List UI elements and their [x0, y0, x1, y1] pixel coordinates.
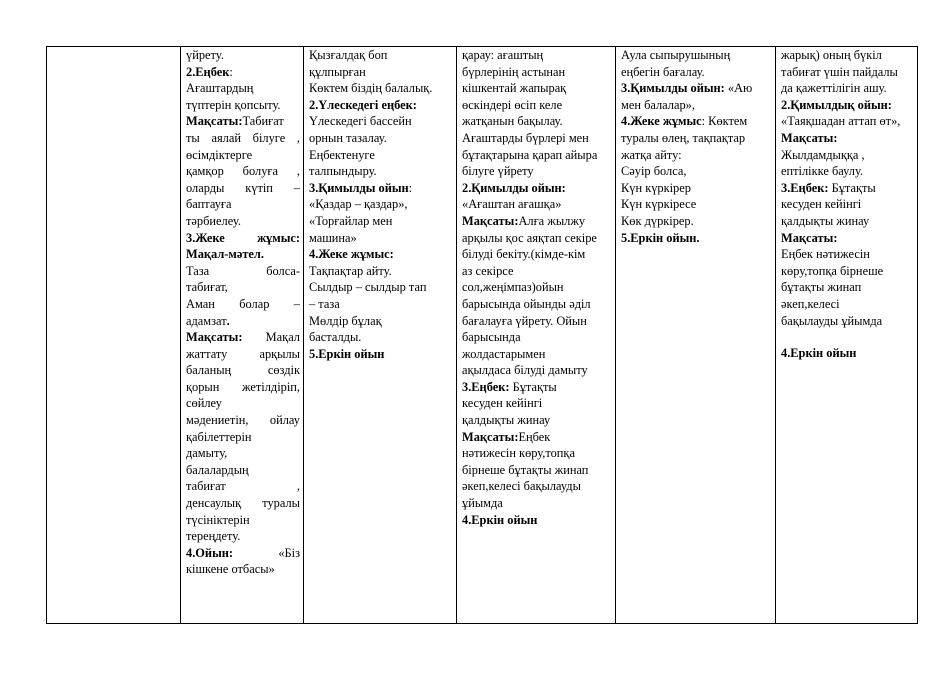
bold-text: Мақсаты:	[781, 230, 838, 245]
text: нәтижесін көру,топқа	[462, 446, 575, 461]
text-line	[186, 147, 300, 164]
table-cell-col4	[616, 47, 776, 624]
text-line	[462, 445, 612, 462]
text-line	[186, 64, 300, 81]
bold-text: 5.Еркін ойын	[309, 346, 385, 361]
text-line	[781, 246, 914, 263]
text-line	[309, 279, 453, 296]
text-line	[462, 362, 612, 379]
text-line	[462, 495, 612, 512]
text: бақылауды ұйымда	[781, 313, 883, 328]
text: Жылдамдыққа ,	[781, 147, 865, 162]
text-line	[186, 495, 300, 512]
text-line	[462, 213, 612, 230]
text: әкеп,келесі	[781, 296, 840, 311]
text-line	[309, 313, 453, 330]
text-suffix: «Аю	[724, 81, 753, 96]
text-line	[186, 246, 300, 263]
text: адамзат	[186, 313, 227, 328]
text: жатқа айту:	[621, 147, 682, 162]
text-line	[186, 478, 300, 495]
text-line	[309, 213, 453, 230]
text-suffix: :	[229, 64, 233, 79]
text: мәдениетін, ойлау	[186, 413, 300, 428]
bold-text: 4.Жеке жұмыс	[621, 114, 702, 129]
text-line	[781, 130, 914, 147]
text: түсініктерін	[186, 512, 250, 527]
text-suffix: : Көктем	[701, 114, 748, 129]
text-suffix: Еңбек	[518, 429, 551, 444]
lesson-plan-table	[46, 46, 918, 624]
text: Тақпақтар айту.	[309, 263, 392, 278]
text-line	[186, 429, 300, 446]
bold-text: 5.Еркін ойын.	[621, 230, 700, 245]
table-row	[47, 47, 918, 624]
text: дамыту,	[186, 446, 228, 461]
text: талпындыру.	[309, 164, 377, 179]
bold-text: Мақсаты:	[781, 130, 838, 145]
text-line	[781, 97, 914, 114]
text: да қажеттілігін ашу.	[781, 81, 887, 96]
text-line	[781, 329, 914, 345]
text-line	[309, 329, 453, 346]
text: денсаулық туралы	[186, 496, 300, 511]
text: табиғат үшін пайдалы	[781, 64, 898, 79]
text: кішкене отбасы»	[186, 562, 275, 577]
text-suffix: Алға жылжу	[518, 213, 586, 228]
text: «Қаздар – қаздар»,	[309, 197, 408, 212]
table-cell-col1	[181, 47, 304, 624]
text: «Торғайлар мен	[309, 213, 393, 228]
text: орнын тазалау.	[309, 130, 387, 145]
text-line	[309, 80, 453, 97]
text: сол,жеңімпаз)ойын	[462, 280, 564, 295]
text: бұтақтарына қарап айыра	[462, 147, 598, 162]
bold-text: 4.Еркін ойын	[462, 512, 538, 527]
text-line	[186, 47, 300, 64]
text-line	[186, 163, 300, 180]
text-suffix: :	[408, 180, 413, 195]
text: кесуден кейінгі	[462, 396, 543, 411]
text-line	[781, 296, 914, 313]
bold-text: 3.Қимылды ойын:	[621, 81, 725, 96]
table-cell-empty	[47, 47, 181, 624]
text: бағалауға үйрету. Ойын	[462, 313, 587, 328]
bold-text: 3.Қимылды ойын	[309, 180, 409, 195]
text: мен балалар»,	[621, 97, 695, 112]
text: Күн күркірер	[621, 180, 691, 195]
text-line	[462, 395, 612, 412]
text: табиғат,	[186, 280, 228, 295]
bold-text: Мақсаты:	[186, 330, 243, 345]
bold-text: 3.Еңбек:	[462, 379, 510, 394]
text-line	[621, 97, 772, 114]
text: барысында ойынды әділ	[462, 296, 591, 311]
text-suffix: Бұтақты	[509, 379, 557, 394]
text: Еңбек нәтижесін	[781, 247, 870, 262]
text-line	[186, 528, 300, 545]
text: қабілеттерін	[186, 429, 252, 444]
text-suffix: «Біз	[233, 545, 300, 560]
text-line	[781, 279, 914, 296]
text: көру,топқа бірнеше	[781, 263, 884, 278]
text-suffix: Мақал	[242, 330, 300, 345]
text-line	[186, 230, 300, 247]
text-line	[186, 296, 300, 313]
text: оларды күтіп –	[186, 180, 300, 195]
bold-text: 4.Жеке жұмыс:	[309, 247, 394, 262]
text: барысында	[462, 330, 521, 345]
text: қорын жетілдіріп,	[186, 379, 300, 394]
text: Аман болар –	[186, 296, 300, 311]
text: тәрбиелеу.	[186, 213, 241, 228]
text-suffix: Табиғат	[242, 114, 284, 129]
text-line	[781, 163, 914, 180]
text: құлпырған	[309, 64, 366, 79]
text: туралы өлең, тақпақтар	[621, 130, 746, 145]
text: Ағаштардың	[186, 81, 254, 96]
text-line	[781, 80, 914, 97]
text: еңбегін бағалау.	[621, 64, 705, 79]
text-line	[186, 462, 300, 479]
text: «Таяқшадан аттап өт»,	[781, 114, 901, 129]
text-line	[309, 296, 453, 313]
text-line	[462, 429, 612, 446]
text-line	[309, 64, 453, 81]
text-line	[781, 147, 914, 164]
text-line	[462, 279, 612, 296]
text: ақылдаса білуді дамыту	[462, 363, 588, 378]
text-line	[186, 545, 300, 562]
text-line	[186, 113, 300, 130]
text: жолдастарымен	[462, 346, 546, 361]
text: балалардың	[186, 462, 249, 477]
text-line	[186, 213, 300, 230]
text-line	[621, 80, 772, 97]
text: қамқор болуға ,	[186, 164, 300, 179]
text-line	[186, 80, 300, 97]
text-line	[309, 246, 453, 263]
text-line	[186, 412, 300, 429]
text: білуге үйрету	[462, 164, 534, 179]
text-line	[621, 113, 772, 130]
text-line	[781, 345, 914, 362]
text: тереңдету.	[186, 529, 241, 544]
text: ұйымда	[462, 496, 503, 511]
text: баланың сөздік	[186, 363, 300, 378]
text: басталды.	[309, 330, 362, 345]
text-line	[186, 263, 300, 280]
text-line	[186, 130, 300, 147]
text-line	[309, 47, 453, 64]
text: өсімдіктерге	[186, 147, 253, 162]
text: әкеп,келесі бақылауды	[462, 479, 581, 494]
text-line	[781, 230, 914, 247]
text-line	[186, 97, 300, 114]
text: табиғат ,	[186, 479, 300, 494]
text-line	[462, 163, 612, 180]
text: Үлескедегі бассейн	[309, 114, 412, 129]
text-line	[462, 462, 612, 479]
bold-text: Мақсаты:	[462, 213, 519, 228]
text: Күн күркіресе	[621, 197, 697, 212]
bold-text: 2.Қимылдық ойын:	[781, 97, 892, 112]
text-suffix: Бұтақты	[828, 180, 876, 195]
text-line	[462, 313, 612, 330]
text-line	[462, 97, 612, 114]
text: қарау: ағаштың	[462, 48, 544, 62]
table-cell-col2	[304, 47, 457, 624]
text-line	[186, 180, 300, 197]
bold-text: 2.Еңбек	[186, 64, 230, 79]
text-line	[186, 196, 300, 213]
text-line	[309, 97, 453, 114]
text-line	[186, 346, 300, 363]
table-cell-col5	[776, 47, 918, 624]
text: сөйлеу	[186, 396, 222, 411]
text-line	[621, 180, 772, 197]
text: қалдықты жинау	[781, 213, 870, 228]
text-line	[186, 279, 300, 296]
text-line	[781, 213, 914, 230]
text: – таза	[309, 296, 340, 311]
text-line	[781, 263, 914, 280]
text-line	[462, 412, 612, 429]
text: Ағаштарды бүрлері мен	[462, 130, 589, 145]
text-line	[186, 379, 300, 396]
text-line	[462, 230, 612, 247]
text-line	[186, 445, 300, 462]
text: жарық) оның бүкіл	[781, 48, 882, 62]
text-line	[462, 478, 612, 495]
text-line	[309, 147, 453, 164]
text-line	[462, 147, 612, 164]
text-line	[309, 130, 453, 147]
text-line	[462, 47, 612, 64]
text-line	[462, 512, 612, 529]
text-line	[781, 64, 914, 81]
bold-text: Мақсаты:	[186, 114, 243, 129]
text-line	[462, 246, 612, 263]
bold-text: Мақал-мәтел.	[186, 247, 264, 262]
text-line	[462, 80, 612, 97]
text: жатқанын бақылау.	[462, 114, 563, 129]
bold-text: 2.Қимылды ойын:	[462, 180, 566, 195]
text: Таза болса-	[186, 263, 300, 278]
text: ептілікке баулу.	[781, 164, 864, 179]
text: кесуден кейінгі	[781, 197, 862, 212]
bold-suffix: .	[226, 313, 230, 328]
text: өскіндері өсіп келе	[462, 97, 563, 112]
text-line	[462, 296, 612, 313]
text: кішкентай жапырақ	[462, 81, 567, 96]
text-line	[462, 180, 612, 197]
bold-text: 3.Еңбек:	[781, 180, 829, 195]
text-line	[462, 346, 612, 363]
text: білуді бекіту.(кімде-кім	[462, 247, 586, 262]
text: ты аялай білуге ,	[186, 130, 300, 145]
text: бүрлерінің астынан	[462, 64, 566, 79]
text: Сылдыр – сылдыр тап	[309, 280, 427, 295]
text-line	[462, 329, 612, 346]
text-line	[781, 180, 914, 197]
text-line	[781, 196, 914, 213]
text-line	[621, 64, 772, 81]
text-line	[781, 47, 914, 64]
table-cell-col3	[457, 47, 616, 624]
bold-text: 4.Еркін ойын	[781, 346, 857, 361]
text-line	[186, 362, 300, 379]
text-line	[621, 147, 772, 164]
text-line	[309, 113, 453, 130]
text-line	[621, 230, 772, 247]
text-line	[781, 313, 914, 330]
text-line	[462, 64, 612, 81]
text: бірнеше бұтақты жинап	[462, 462, 589, 477]
bold-text: 3.Жеке жұмыс:	[186, 230, 300, 245]
text: Мөлдір бұлақ	[309, 313, 382, 328]
bold-text: Мақсаты:	[462, 429, 519, 444]
text: жаттату арқылы	[186, 346, 300, 361]
text: Көк дүркірер.	[621, 213, 694, 228]
text: машина»	[309, 230, 357, 245]
text-line	[186, 512, 300, 529]
text: бұтақты жинап	[781, 280, 862, 295]
text: аз секірсе	[462, 263, 514, 278]
text-line	[309, 163, 453, 180]
text-line	[186, 561, 300, 578]
text-line	[186, 395, 300, 412]
text-line	[309, 180, 453, 197]
text-line	[621, 130, 772, 147]
text: арқылы қос аяқтап секіре	[462, 230, 597, 245]
text: түптерін қопсыту.	[186, 97, 281, 112]
text-line	[462, 379, 612, 396]
text-line	[309, 196, 453, 213]
text: Сәуір болса,	[621, 164, 687, 179]
text: үйрету.	[186, 48, 224, 62]
text-line	[621, 163, 772, 180]
text-line	[462, 263, 612, 280]
text-line	[621, 47, 772, 64]
text-line	[309, 263, 453, 280]
text: Көктем біздің балалық.	[309, 81, 433, 96]
text-line	[781, 113, 914, 130]
text-line	[309, 346, 453, 363]
text: Қызғалдақ боп	[309, 48, 388, 62]
text-line	[621, 213, 772, 230]
text-line	[621, 196, 772, 213]
text-line	[309, 230, 453, 247]
text: Аула сыпырушының	[621, 48, 731, 62]
text-line	[462, 113, 612, 130]
text: қалдықты жинау	[462, 413, 551, 428]
text: «Ағаштан ағашқа»	[462, 197, 562, 212]
bold-text: 4.Ойын:	[186, 545, 234, 560]
text-line	[462, 130, 612, 147]
text-line	[186, 329, 300, 346]
text: баптауға	[186, 197, 232, 212]
text: Еңбектенуге	[309, 147, 375, 162]
text-line	[462, 196, 612, 213]
text-line	[186, 313, 300, 330]
bold-text: 2.Үлескедегі еңбек:	[309, 97, 417, 112]
